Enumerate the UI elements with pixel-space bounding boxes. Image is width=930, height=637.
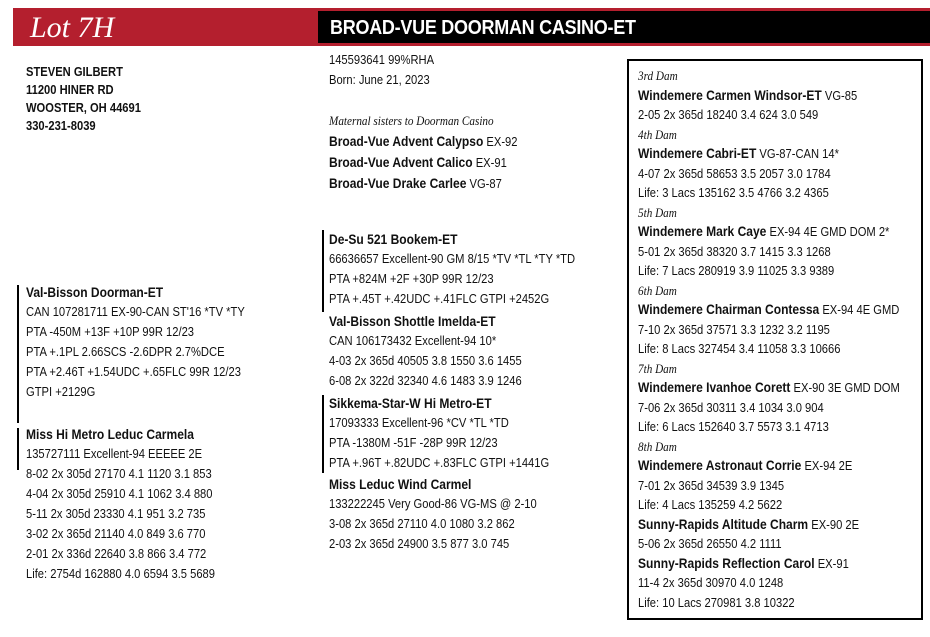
sire-line: PTA +2.46T +1.54UDC +.65FLC 99R 12/23: [26, 364, 241, 379]
granddam-line: 4-03 2x 365d 40505 3.8 1550 3.6 1455: [329, 353, 522, 368]
animal-info: [329, 50, 434, 90]
animal-name: BROAD-VUE DOORMAN CASINO-ET: [330, 17, 636, 39]
dam-name: Miss Hi Metro Leduc Carmela: [26, 426, 194, 442]
granddam-line: 6-08 2x 322d 32340 4.6 1483 3.9 1246: [329, 373, 522, 388]
dam-line: 2-01 2x 336d 22640 3.8 866 3.4 772: [26, 546, 207, 561]
granddam-block: [329, 311, 522, 391]
dam-entry-name: Windemere Astronaut Corrie EX-94 2E: [638, 457, 853, 473]
dam-bracket: [17, 428, 19, 470]
maternal-sisters: [329, 111, 518, 194]
lot-number: Lot 7H: [30, 11, 115, 44]
dam-dam-sire-line: 17093333 Excellent-96 *CV *TL *TD: [329, 415, 509, 430]
dam-entry-line: Life: 4 Lacs 135259 4.2 5622: [638, 497, 783, 512]
dam-entry-line: Life: 8 Lacs 327454 3.4 11058 3.3 10666: [638, 341, 841, 356]
dam-entry-line: 7-10 2x 365d 37571 3.3 1232 3.2 1195: [638, 321, 830, 337]
dam-line: 4-04 2x 305d 25910 4.1 1062 3.4 880: [26, 486, 213, 501]
second-dam-line: 2-03 2x 365d 24900 3.5 877 3.0 745: [329, 536, 510, 551]
dam-entry-line: 7-06 2x 365d 30311 3.4 1034 3.0 904: [638, 399, 824, 415]
dam-dam-sire-block: [329, 393, 549, 473]
dam-entry-name: Sunny-Rapids Altitude Charm EX-90 2E: [638, 515, 860, 532]
sister-item: Broad-Vue Drake Carlee VG-87: [329, 175, 502, 191]
dam-line: Life: 2754d 162880 4.0 6594 3.5 5689: [26, 566, 215, 581]
dam-line: 3-02 2x 365d 21140 4.0 849 3.6 770: [26, 526, 206, 541]
dam-dam-sire-name: Sikkema-Star-W Hi Metro-ET: [329, 395, 492, 411]
second-dam-block: [329, 474, 537, 554]
dam-line: 135727111 Excellent-94 EEEEE 2E: [26, 446, 203, 461]
dam-generation-label: 7th Dam: [638, 360, 677, 376]
dam-entry-name: Windemere Ivanhoe Corett EX-90 3E GMD DOM: [638, 379, 900, 395]
dam-entry-line: 5-01 2x 365d 38320 3.7 1415 3.3 1268: [638, 243, 831, 259]
sire-line: CAN 107281711 EX-90-CAN ST'16 *TV *TY: [26, 304, 245, 319]
granddam-line: CAN 106173432 Excellent-94 10*: [329, 333, 497, 348]
sire-bracket: [17, 285, 19, 423]
dam-entry-line: 7-01 2x 365d 34539 3.9 1345: [638, 477, 785, 493]
second-dam-line: 3-08 2x 365d 27110 4.0 1080 3.2 862: [329, 516, 515, 531]
dam-sire-line: PTA +.45T +.42UDC +.41FLC GTPI +2452G: [329, 291, 550, 306]
sire-line: GTPI +2129G: [26, 384, 96, 399]
dam-dam-sire-bracket: [322, 395, 324, 473]
consignor-block: [26, 63, 141, 135]
dam-entry-name: Windemere Cabri-ET VG-87-CAN 14*: [638, 145, 839, 161]
dam-dam-sire-line: PTA -1380M -51F -28P 99R 12/23: [329, 435, 498, 450]
dam-entry-line: 5-06 2x 365d 26550 4.2 1111: [638, 536, 782, 551]
dam-generation-label: 4th Dam: [638, 126, 677, 142]
sire-block: [26, 282, 245, 402]
dam-entry-line: 2-05 2x 365d 18240 3.4 624 3.0 549: [638, 107, 819, 122]
dam-generation-label: 6th Dam: [638, 282, 677, 298]
dam-entry-line: 11-4 2x 365d 30970 4.0 1248: [638, 575, 784, 590]
dam-entry-line: 4-07 2x 365d 58653 3.5 2057 3.0 1784: [638, 165, 831, 181]
dam-sire-bracket: [322, 230, 324, 312]
dam-line: 5-11 2x 305d 23330 4.1 951 3.2 735: [26, 506, 206, 521]
sire-line: PTA +.1PL 2.66SCS -2.6DPR 2.7%DCE: [26, 344, 225, 359]
birth-date: Born: June 21, 2023: [329, 72, 430, 87]
consignor-name: STEVEN GILBERT: [26, 64, 123, 79]
sister-item: Broad-Vue Advent Calico EX-91: [329, 154, 507, 170]
consignor-city: WOOSTER, OH 44691: [26, 100, 141, 115]
granddam-name: Val-Bisson Shottle Imelda-ET: [329, 313, 496, 329]
dam-dam-sire-line: PTA +.96T +.82UDC +.83FLC GTPI +1441G: [329, 455, 550, 470]
consignor-address: 11200 HINER RD: [26, 82, 114, 97]
sire-line: PTA -450M +13F +10P 99R 12/23: [26, 324, 195, 339]
dam-generation-label: 8th Dam: [638, 438, 677, 454]
sister-item: Broad-Vue Advent Calypso EX-92: [329, 133, 518, 149]
second-dam-name: Miss Leduc Wind Carmel: [329, 476, 472, 492]
dam-generation-label: 3rd Dam: [638, 68, 678, 83]
dam-entry-line: Life: 6 Lacs 152640 3.7 5573 3.1 4713: [638, 419, 829, 434]
dam-entry-name: Windemere Carmen Windsor-ET VG-85: [638, 86, 858, 103]
dam-sire-line: PTA +824M +2F +30P 99R 12/23: [329, 271, 494, 286]
second-dam-line: 133222245 Very Good-86 VG-MS @ 2-10: [329, 496, 537, 511]
ancestral-dams-list: [638, 66, 900, 612]
dam-generation-label: 5th Dam: [638, 204, 677, 220]
registration: 145593641 99%RHA: [329, 52, 435, 67]
dam-sire-name: De-Su 521 Bookem-ET: [329, 231, 458, 247]
dam-line: 8-02 2x 305d 27170 4.1 1120 3.1 853: [26, 466, 212, 481]
dam-entry-line: Life: 10 Lacs 270981 3.8 10322: [638, 594, 795, 610]
dam-entry-name: Sunny-Rapids Reflection Carol EX-91: [638, 554, 849, 571]
dam-entry-name: Windemere Mark Caye EX-94 4E GMD DOM 2*: [638, 223, 890, 239]
dam-block: [26, 424, 215, 584]
maternal-sisters-heading: Maternal sisters to Doorman Casino: [329, 113, 494, 128]
consignor-phone: 330-231-8039: [26, 118, 96, 133]
dam-sire-block: [329, 229, 575, 309]
dam-entry-line: Life: 7 Lacs 280919 3.9 11025 3.3 9389: [638, 263, 835, 278]
sire-name: Val-Bisson Doorman-ET: [26, 284, 164, 300]
dam-sire-line: 66636657 Excellent-90 GM 8/15 *TV *TL *TY *TD: [329, 251, 576, 266]
dam-entry-name: Windemere Chairman Contessa EX-94 4E GMD: [638, 301, 900, 317]
dam-entry-line: Life: 3 Lacs 135162 3.5 4766 3.2 4365: [638, 185, 829, 200]
